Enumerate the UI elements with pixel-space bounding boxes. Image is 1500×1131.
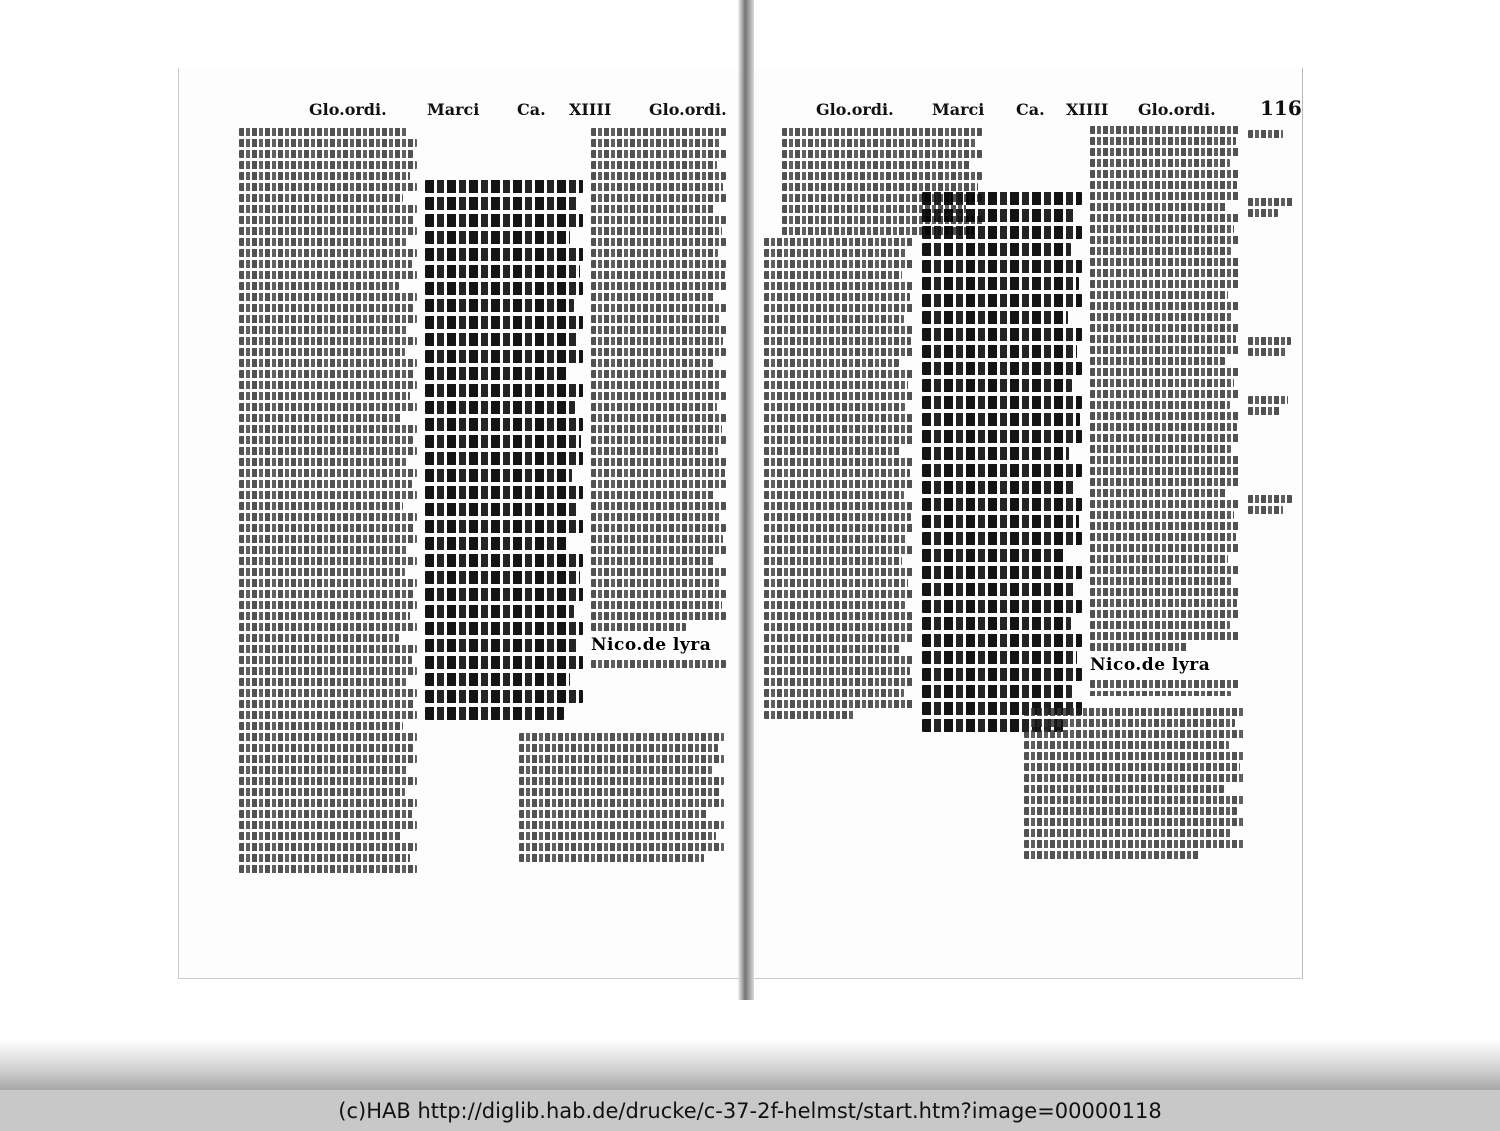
left-running-head: [179, 100, 739, 124]
left-lower-commentary: [519, 733, 724, 868]
left-main-text-column: [425, 180, 583, 730]
book-spine: [738, 0, 754, 1000]
right-head-chapter-label: Ca.: [1016, 100, 1045, 119]
right-head-book: Marci: [932, 100, 985, 119]
left-head-book: Marci: [427, 100, 480, 119]
right-gloss-column-2: [1090, 126, 1240, 696]
right-gloss-column-1: [764, 238, 914, 728]
right-page: [754, 68, 1303, 979]
right-main-text-column: [922, 192, 1082, 732]
right-head-chapter-number: XIIII: [1066, 100, 1109, 119]
left-head-chapter-number: XIIII: [569, 100, 612, 119]
left-gloss-column-2: [591, 128, 726, 668]
copyright-url-text: (c)HAB http://diglib.hab.de/drucke/c-37-2f-helmst/start.htm?image=00000118: [338, 1098, 1162, 1123]
copyright-caption-bar: [0, 1090, 1500, 1131]
left-head-gloss-right: Glo.ordi.: [649, 100, 727, 119]
right-margin-notes: [1248, 130, 1298, 690]
left-page: [178, 68, 739, 979]
right-head-gloss-left: Glo.ordi.: [816, 100, 894, 119]
left-head-chapter-label: Ca.: [517, 100, 546, 119]
right-folio-number: 116: [1260, 96, 1302, 120]
left-lyra-heading: Nico.de lyra: [591, 635, 712, 655]
left-head-gloss-left: Glo.ordi.: [309, 100, 387, 119]
left-gloss-column-1: [239, 128, 417, 873]
right-head-gloss-right: Glo.ordi.: [1138, 100, 1216, 119]
scan-edge-shadow: [0, 1040, 1500, 1090]
right-lyra-heading: Nico.de lyra: [1090, 655, 1211, 675]
right-lower-commentary: [1024, 708, 1244, 868]
right-running-head: [754, 96, 1302, 124]
